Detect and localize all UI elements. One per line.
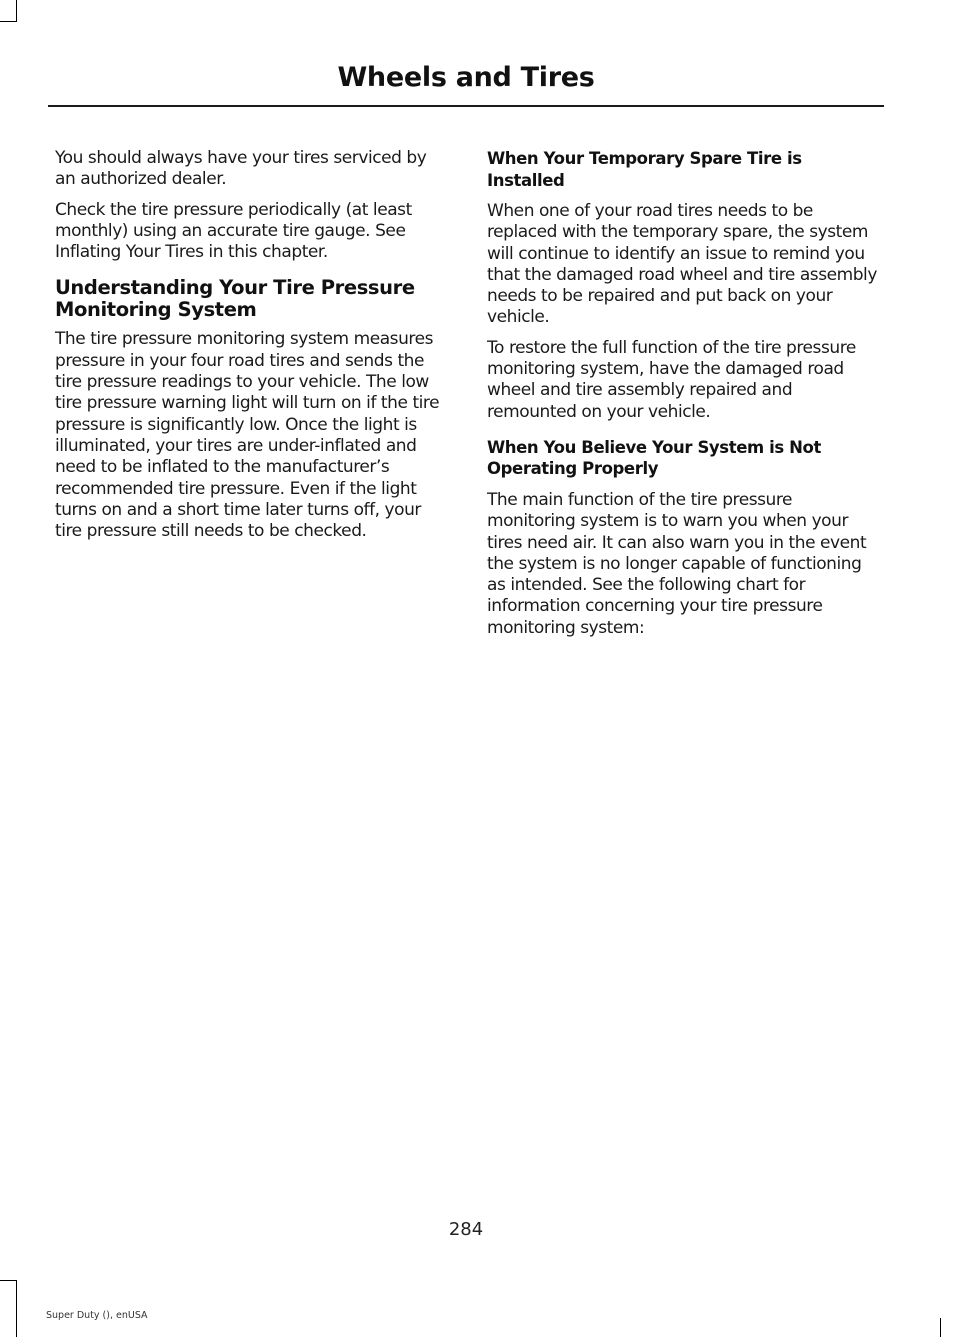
page-header	[48, 60, 884, 96]
tpms-description-paragraph: The tire pressure monitoring system measures pressure in your four road tires and sends the tire pressure readings to your vehicle. The low tire pressure warning light will turn on if the tire pressure is significantly low. Once the light is illuminated, your tires are under-inflated and need to be inflated to the manufacturer’s recommended tire pressure. Even if the light turns on and a short time later turns off, your tire pressure still needs to be checked.	[55, 329, 440, 542]
page-number: 284	[448, 1219, 484, 1240]
crop-mark-top-left	[16, 0, 17, 22]
spare-tire-paragraph: When one of your road tires needs to be replaced with the temporary spare, the system will continue to identify an issue to remind you that the damaged road wheel and tire assembly needs to be repaired and put back on your vehicle.	[487, 201, 877, 328]
right-column	[487, 148, 879, 648]
page-title: Wheels and Tires	[337, 62, 595, 93]
header-divider	[48, 105, 884, 107]
restore-function-paragraph: To restore the full function of the tire pressure monitoring system, have the damaged road wheel and tire assembly repaired and remounted on your vehicle.	[487, 337, 856, 422]
service-paragraph: You should always have your tires serviced by an authorized dealer.	[55, 148, 427, 190]
check-pressure-paragraph: Check the tire pressure periodically (at least monthly) using an accurate tire gauge. See Inflating Your Tires in this chapter.	[55, 199, 412, 263]
crop-mark-bottom-right	[940, 1318, 941, 1337]
edition-label: Super Duty (), enUSA	[46, 1310, 148, 1321]
main-function-paragraph: The main function of the tire pressure monitoring system is to warn you when your tires need air. It can also warn you in the event the system is no longer capable of functioning as intended. See the following chart for information concerning your tire pressure monitoring system:	[487, 489, 867, 638]
system-not-operating-heading: When You Believe Your System is Not Operating Properly	[487, 437, 821, 479]
left-column	[55, 148, 447, 551]
crop-mark-bottom-left-horizontal	[0, 1280, 17, 1281]
crop-mark-top-left-horizontal	[0, 21, 17, 22]
crop-mark-bottom-left	[16, 1280, 17, 1337]
tpms-section-heading: Understanding Your Tire Pressure Monitoring System	[55, 276, 415, 322]
spare-tire-heading: When Your Temporary Spare Tire is Installed	[487, 149, 802, 190]
